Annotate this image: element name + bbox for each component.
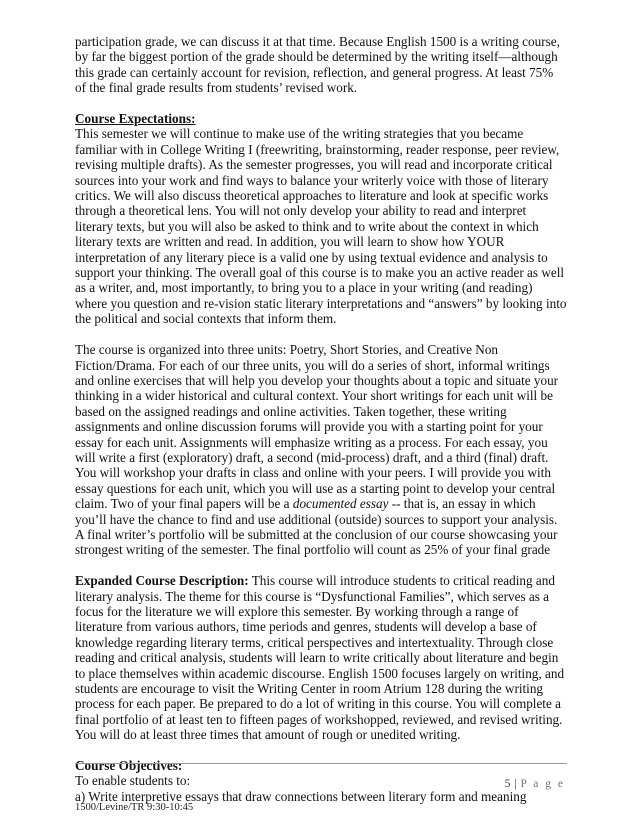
expanded-description-text: This course will introduce students to critical reading and literary analysis. The theme for this course is “Dysfunctional Families”, which serves as a focus for the literature we will explore this semester. By working through a range of literature from various authors, time periods and genres, students will develop a base of knowledge regarding literary terms, critical perspectives and intertextuality. Through close reading and critical analysis, students will learn to write critically about literature and begin to place themselves within academic discourse. English 1500 focuses largely on writing, and students are encourage to visit the Writing Center in room Atrium 128 during the writing process for each paper. Be prepared to do a lot of writing in this course. You will complete a final portfolio of at least ten to fifteen pages of workshopped, reviewed, and revised writing. You will do at least three times that amount of rough or unedited writing. [75, 573, 565, 743]
expanded-description-heading: Expanded Course Description: [75, 573, 249, 589]
objectives-intro: To enable students to: [75, 773, 191, 789]
units-text-part1: The course is organized into three units: Poetry, Short Stories, and Creative Non Fiction/Drama. For each of our three units, you will do a series of short, informal writings and online exercises that will help you develop your thoughts about a topic and situate your thinking in a wider historical and cultural context. Your short writings for each unit will be based on the assigned readings and online activities. Taken together, these writing assignments and online discussion forums will provide you with a starting point for your essay for each unit. Assignments will emphasize writing as a process. For each essay, you will write a first (exploratory) draft, a second (mid-process) draft, and a third (final) draft. You will workshop your drafts in class and online with your peers. I will provide you with essay questions for each unit, which you will use as a starting point to develop your central claim. Two of your final papers will be a [75, 342, 559, 512]
course-expectations-heading: Course Expectations: [75, 111, 196, 127]
course-expectations-paragraph: This semester we will continue to make use of the writing strategies that you became familiar with in College Writing I (freewriting, brainstorming, reader response, peer review, revising multiple drafts). As the semester progresses, you will read and incorporate critical sources into your work and find ways to balance your writerly voice with those of literary critics. We will also discuss theoretical approaches to literature and look at specific works through a theoretical lens. You will not only develop your ability to read and interpret literary texts, but you will also be asked to think and to write about the context in which literary texts are written and read. In addition, you will learn to show how YOUR interpretation of any literary piece is a valid one by using textual evidence and analysis to support your thinking. The overall goal of this course is to make you an active reader as well as a writer, and, most importantly, to bring you to a place in your writing (and reading) where you question and re-vision static literary interpretations and “answers” by looking into the political and social contexts that inform them. [75, 126, 567, 327]
grading-paragraph: participation grade, we can discuss it at that time. Because English 1500 is a writing course, by far the biggest portion of the grade should be determined by the writing itself—although this grade can certainly account for revision, reflection, and general progress. At least 75% of the final grade results from students’ revised work. [75, 34, 560, 96]
page-number-separator: | [514, 778, 518, 790]
page-label: P a g e [520, 778, 565, 790]
course-code-footer: 1500/Levine/TR 9:30-10:45 [75, 802, 194, 813]
expanded-description-paragraph [75, 573, 567, 742]
course-units-paragraph [75, 342, 567, 558]
page-number [505, 778, 565, 790]
document-body [75, 34, 567, 804]
page-number-value: 5 [504, 778, 511, 790]
objective-item-a: a) Write interpretive essays that draw connections between literary form and meaning [75, 788, 527, 804]
course-objectives-heading: Course Objectives: [75, 758, 183, 774]
documented-essay-term: documented essay [292, 496, 389, 512]
units-text-part2: -- that is, an essay in which you’ll have the chance to find and use additional (outside) sources to support your analysis. A final writer’s portfolio will be submitted at the conclusion of our course showcasing your strongest writing of the semester. The final portfolio will count as 25% of your final grade [75, 496, 558, 558]
footer-divider [75, 763, 567, 764]
